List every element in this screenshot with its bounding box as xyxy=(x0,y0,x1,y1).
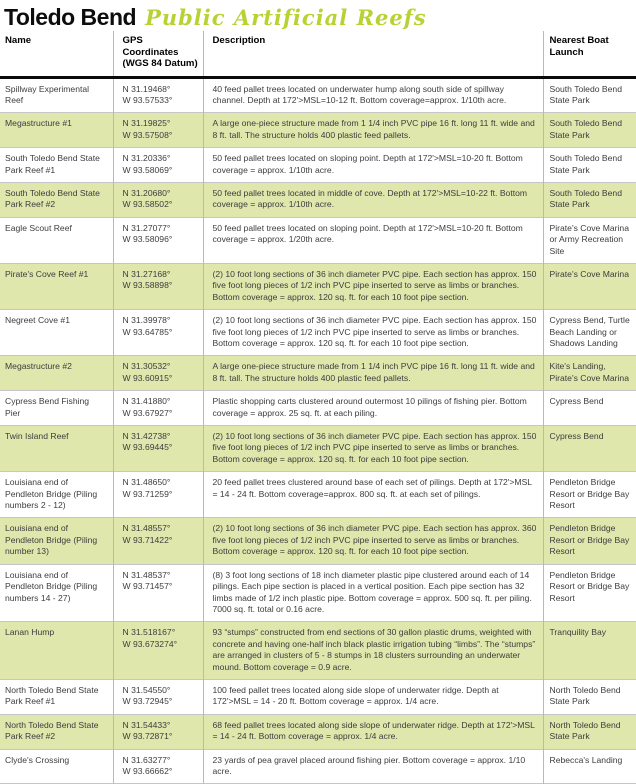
launch-text: Pendleton Bridge Resort or Bridge Bay Resort xyxy=(549,523,630,557)
gps-longitude: W 93.673274° xyxy=(122,638,178,649)
description-text: 50 feed pallet trees located on sloping point. Depth at 172'>MSL=10-20 ft. Bottom coverage = approx. 1/10th acre. xyxy=(212,153,523,175)
launch-cell xyxy=(543,749,636,784)
description-cell xyxy=(203,749,543,784)
description-text: A large one-piece structure made from 1 1/4 inch PVC pipe 16 ft. long 11 ft. wide and 8 ft. tall. The structure holds 400 plastic feed pallets. xyxy=(212,361,535,383)
description-cell xyxy=(203,356,543,391)
gps-cell xyxy=(113,391,203,426)
reef-table-header xyxy=(0,31,636,77)
table-row xyxy=(0,356,636,391)
description-cell xyxy=(203,472,543,518)
reef-name: Twin Island Reef xyxy=(5,431,69,442)
gps-cell xyxy=(113,263,203,309)
table-row xyxy=(0,749,636,784)
reef-name-cell xyxy=(0,182,113,217)
launch-cell xyxy=(543,564,636,622)
description-cell xyxy=(203,263,543,309)
description-cell xyxy=(203,679,543,714)
column-header-name: Name xyxy=(0,31,113,77)
reef-name: North Toledo Bend State Park Reef #1 xyxy=(5,684,99,707)
reef-name-cell xyxy=(0,148,113,183)
reef-name: Louisiana end of Pendleton Bridge (Piling number 13) xyxy=(5,523,98,557)
reef-name-cell xyxy=(0,679,113,714)
launch-cell xyxy=(543,426,636,472)
launch-cell xyxy=(543,356,636,391)
gps-cell xyxy=(113,714,203,749)
reef-name-cell xyxy=(0,564,113,622)
reef-name: South Toledo Bend State Park Reef #1 xyxy=(5,153,100,175)
reef-name: Lanan Hump xyxy=(5,627,55,638)
reef-name-cell xyxy=(0,749,113,784)
table-row xyxy=(0,426,636,472)
gps-latitude: N 31.63277° xyxy=(122,754,171,765)
gps-latitude: N 31.54550° xyxy=(122,684,171,695)
description-text: (2) 10 foot long sections of 36 inch diameter PVC pipe. Each section has approx. 150 five foot long pieces of 1/2 inch PVC pipe inserted to serve as limbs or branches. Bottom coverage = approx. 120 sq. ft. for each 10 foot pipe section. xyxy=(212,315,537,348)
description-cell xyxy=(203,148,543,183)
gps-longitude: W 93.71422° xyxy=(122,534,173,545)
launch-text: Pirate's Cove Marina xyxy=(549,268,629,279)
launch-cell xyxy=(543,113,636,148)
gps-longitude: W 93.58898° xyxy=(122,280,173,291)
description-cell xyxy=(203,714,543,749)
gps-latitude: N 31.48537° xyxy=(122,569,171,580)
gps-longitude: W 93.57508° xyxy=(122,129,173,140)
gps-longitude: W 93.64785° xyxy=(122,326,173,337)
gps-latitude: N 31.20336° xyxy=(122,153,171,164)
gps-cell xyxy=(113,679,203,714)
table-row xyxy=(0,391,636,426)
table-row xyxy=(0,113,636,148)
page-title: Toledo Bend xyxy=(4,4,137,30)
reef-name: Spillway Experimental Reef xyxy=(5,83,90,105)
gps-longitude: W 93.69445° xyxy=(122,442,173,453)
launch-text: South Toledo Bend State Park xyxy=(549,153,622,175)
launch-text: North Toledo Bend State Park xyxy=(549,719,621,742)
description-text: (2) 10 foot long sections of 36 inch diameter PVC pipe. Each section has approx. 360 five foot long pieces of 1/2 inch PVC pipe inserted to serve as limbs or branches. Bottom coverage = approx. 120 sq. ft. for each 10 foot pipe section. xyxy=(212,523,537,557)
gps-longitude: W 93.57533° xyxy=(122,94,173,105)
gps-latitude: N 31.41880° xyxy=(122,396,171,407)
launch-text: Tranquility Bay xyxy=(549,627,607,638)
gps-cell xyxy=(113,217,203,263)
launch-text: Cypress Bend xyxy=(549,396,604,407)
launch-cell xyxy=(543,77,636,113)
description-cell xyxy=(203,77,543,113)
reef-name: Megastructure #1 xyxy=(5,118,72,129)
reef-name: Negreet Cove #1 xyxy=(5,315,70,326)
description-text: 23 yards of pea gravel placed around fishing pier. Bottom coverage = approx. 1/10 acre. xyxy=(212,754,526,776)
gps-longitude: W 93.58096° xyxy=(122,234,173,245)
launch-text: Cypress Bend xyxy=(549,431,604,442)
reef-name: Megastructure #2 xyxy=(5,361,72,372)
reef-name: Cypress Bend Fishing Pier xyxy=(5,396,90,418)
launch-text: North Toledo Bend State Park xyxy=(549,684,621,707)
description-text: 50 feed pallet trees located on sloping point. Depth at 172'>MSL=10-20 ft. Bottom coverage = approx. 1/20th acre. xyxy=(212,222,523,245)
description-cell xyxy=(203,622,543,680)
table-row xyxy=(0,714,636,749)
table-row xyxy=(0,518,636,564)
header-row xyxy=(0,31,636,77)
description-text: (8) 3 foot long sections of 18 inch diameter plastic pipe clustered around each of 14 pilings. Each pipe section is placed in a vertical position. Each pipe section has 32 limbs made of 1/2 inch plastic pipe. Bottom coverage = approx. 500 sq. ft. per piling. 7000 sq. ft. total or 0.16 acre. xyxy=(212,569,532,614)
table-row xyxy=(0,182,636,217)
gps-cell xyxy=(113,77,203,113)
table-row xyxy=(0,77,636,113)
launch-text: South Toledo Bend State Park xyxy=(549,187,622,210)
gps-cell xyxy=(113,182,203,217)
description-cell xyxy=(203,391,543,426)
column-header-description: Description xyxy=(203,31,543,77)
launch-cell xyxy=(543,472,636,518)
description-cell xyxy=(203,426,543,472)
launch-text: Pirate's Cove Marina or Army Recreation Site xyxy=(549,222,629,256)
launch-cell xyxy=(543,182,636,217)
launch-text: Pendleton Bridge Resort or Bridge Bay Resort xyxy=(549,569,630,603)
gps-latitude: N 31.30532° xyxy=(122,361,171,372)
launch-text: South Toledo Bend State Park xyxy=(549,83,622,105)
reef-table-body xyxy=(0,77,636,784)
gps-cell xyxy=(113,356,203,391)
description-cell xyxy=(203,113,543,148)
description-text: (2) 10 foot long sections of 36 inch diameter PVC pipe. Each section has approx. 150 five foot long pieces of 1/2 inch PVC pipe inserted to serve as limbs or branches. Bottom coverage = approx. 120 sq. ft. for each 10 foot pipe section. xyxy=(212,268,537,302)
gps-longitude: W 93.67927° xyxy=(122,407,173,418)
description-text: 100 feed pallet trees located along side slope of underwater ridge. Depth at 172'>MSL = 14 - 20 ft. Bottom coverage = approx. 1/4 acre. xyxy=(212,684,499,707)
reef-name: Louisiana end of Pendleton Bridge (Piling numbers 2 - 12) xyxy=(5,477,98,511)
gps-latitude: N 31.48557° xyxy=(122,523,171,534)
column-header-launch: Nearest Boat Launch xyxy=(543,31,636,77)
gps-latitude: N 31.19468° xyxy=(122,83,171,94)
table-row xyxy=(0,622,636,680)
reef-name: Clyde's Crossing xyxy=(5,754,70,765)
launch-text: Kite's Landing, Pirate's Cove Marina xyxy=(549,361,629,383)
gps-latitude: N 31.19825° xyxy=(122,118,171,129)
description-text: 93 “stumps” constructed from end sections of 30 gallon plastic drums, weighted with concrete and having one-half inch black plastic irrigation tubing “limbs”. The “stumps” are arranged in clusters of 5 - 8 stumps in 18 clusters surrounding an underwater mound. Bottom coverage = 0.9 acre. xyxy=(212,627,536,672)
reef-name-cell xyxy=(0,217,113,263)
table-row xyxy=(0,217,636,263)
description-cell xyxy=(203,310,543,356)
launch-cell xyxy=(543,622,636,680)
description-cell xyxy=(203,518,543,564)
gps-latitude: N 31.20680° xyxy=(122,187,171,198)
description-text: 68 feed pallet trees located along side slope of underwater ridge. Depth at 172'>MSL = 14 - 24 ft. Bottom coverage = approx. 1/4 acre. xyxy=(212,719,535,742)
gps-longitude: W 93.71259° xyxy=(122,488,173,499)
launch-text: Cypress Bend, Turtle Beach Landing or Shadows Landing xyxy=(549,315,630,348)
reef-table xyxy=(0,31,636,784)
description-cell xyxy=(203,564,543,622)
gps-cell xyxy=(113,749,203,784)
description-cell xyxy=(203,217,543,263)
reef-name-cell xyxy=(0,622,113,680)
launch-cell xyxy=(543,391,636,426)
description-text: 20 feed pallet trees clustered around base of each set of pilings. Depth at 172'>MSL = 14 - 24 ft. Bottom coverage=approx. 800 sq. ft. at each set of pilings. xyxy=(212,477,532,499)
reef-name-cell xyxy=(0,426,113,472)
launch-text: South Toledo Bend State Park xyxy=(549,118,622,140)
description-cell xyxy=(203,182,543,217)
reef-name-cell xyxy=(0,113,113,148)
description-text: 50 feed pallet trees located in middle of cove. Depth at 172'>MSL=10-22 ft. Bottom coverage = approx. 1/10th acre. xyxy=(212,187,528,210)
gps-longitude: W 93.58069° xyxy=(122,164,173,175)
gps-cell xyxy=(113,426,203,472)
reef-name: Louisiana end of Pendleton Bridge (Piling numbers 14 - 27) xyxy=(5,569,98,603)
masthead xyxy=(0,0,636,31)
launch-cell xyxy=(543,518,636,564)
gps-longitude: W 93.66662° xyxy=(122,765,173,776)
reef-name-cell xyxy=(0,518,113,564)
gps-cell xyxy=(113,564,203,622)
gps-latitude: N 31.39978° xyxy=(122,315,171,326)
table-row xyxy=(0,263,636,309)
reef-name-cell xyxy=(0,310,113,356)
launch-cell xyxy=(543,679,636,714)
gps-latitude: N 31.27077° xyxy=(122,222,171,233)
launch-cell xyxy=(543,263,636,309)
launch-cell xyxy=(543,217,636,263)
reef-name: North Toledo Bend State Park Reef #2 xyxy=(5,719,99,742)
launch-cell xyxy=(543,310,636,356)
table-row xyxy=(0,310,636,356)
description-text: A large one-piece structure made from 1 1/4 inch PVC pipe 16 ft. long 11 ft. wide and 8 ft. tall. The structure holds 400 plastic feed pallets. xyxy=(212,118,535,140)
description-text: (2) 10 foot long sections of 36 inch diameter PVC pipe. Each section has approx. 150 five foot long pieces of 1/2 inch PVC pipe inserted to serve as limbs or branches. Bottom coverage = approx. 120 sq. ft. for each 10 foot pipe section. xyxy=(212,431,537,464)
gps-latitude: N 31.48650° xyxy=(122,477,171,488)
reef-name-cell xyxy=(0,472,113,518)
reef-name: Pirate's Cove Reef #1 xyxy=(5,268,89,279)
gps-latitude: N 31.54433° xyxy=(122,719,171,730)
reef-name-cell xyxy=(0,714,113,749)
gps-longitude: W 93.58502° xyxy=(122,199,173,210)
reef-name-cell xyxy=(0,356,113,391)
launch-text: Rebecca's Landing xyxy=(549,754,623,765)
reef-name: South Toledo Bend State Park Reef #2 xyxy=(5,187,100,210)
table-row xyxy=(0,564,636,622)
reef-name-cell xyxy=(0,391,113,426)
gps-longitude: W 93.60915° xyxy=(122,372,173,383)
gps-cell xyxy=(113,518,203,564)
reef-name-cell xyxy=(0,263,113,309)
table-row xyxy=(0,148,636,183)
reef-name-cell xyxy=(0,77,113,113)
gps-cell xyxy=(113,310,203,356)
launch-cell xyxy=(543,714,636,749)
description-text: Plastic shopping carts clustered around outermost 10 pilings of fishing pier. Bottom coverage = approx. 25 sq. ft. at each piling. xyxy=(212,396,527,418)
launch-cell xyxy=(543,148,636,183)
column-header-gps: GPS Coordinates (WGS 84 Datum) xyxy=(113,31,203,77)
gps-cell xyxy=(113,472,203,518)
gps-longitude: W 93.72945° xyxy=(122,696,173,707)
description-text: 40 feed pallet trees located on underwater hump along south side of spillway channel. Depth at 172'>MSL=10-12 ft. Bottom coverage=approx. 1/10th acre. xyxy=(212,83,507,105)
gps-longitude: W 93.72871° xyxy=(122,731,173,742)
launch-text: Pendleton Bridge Resort or Bridge Bay Resort xyxy=(549,477,630,511)
page-subtitle: Public Artificial Reefs xyxy=(145,5,427,30)
table-row xyxy=(0,472,636,518)
gps-latitude: N 31.42738° xyxy=(122,431,171,442)
gps-cell xyxy=(113,622,203,680)
gps-cell xyxy=(113,113,203,148)
gps-cell xyxy=(113,148,203,183)
gps-latitude: N 31.27168° xyxy=(122,268,171,279)
gps-longitude: W 93.71457° xyxy=(122,581,173,592)
reef-name: Eagle Scout Reef xyxy=(5,222,72,233)
table-row xyxy=(0,679,636,714)
gps-latitude: N 31.518167° xyxy=(122,627,176,638)
